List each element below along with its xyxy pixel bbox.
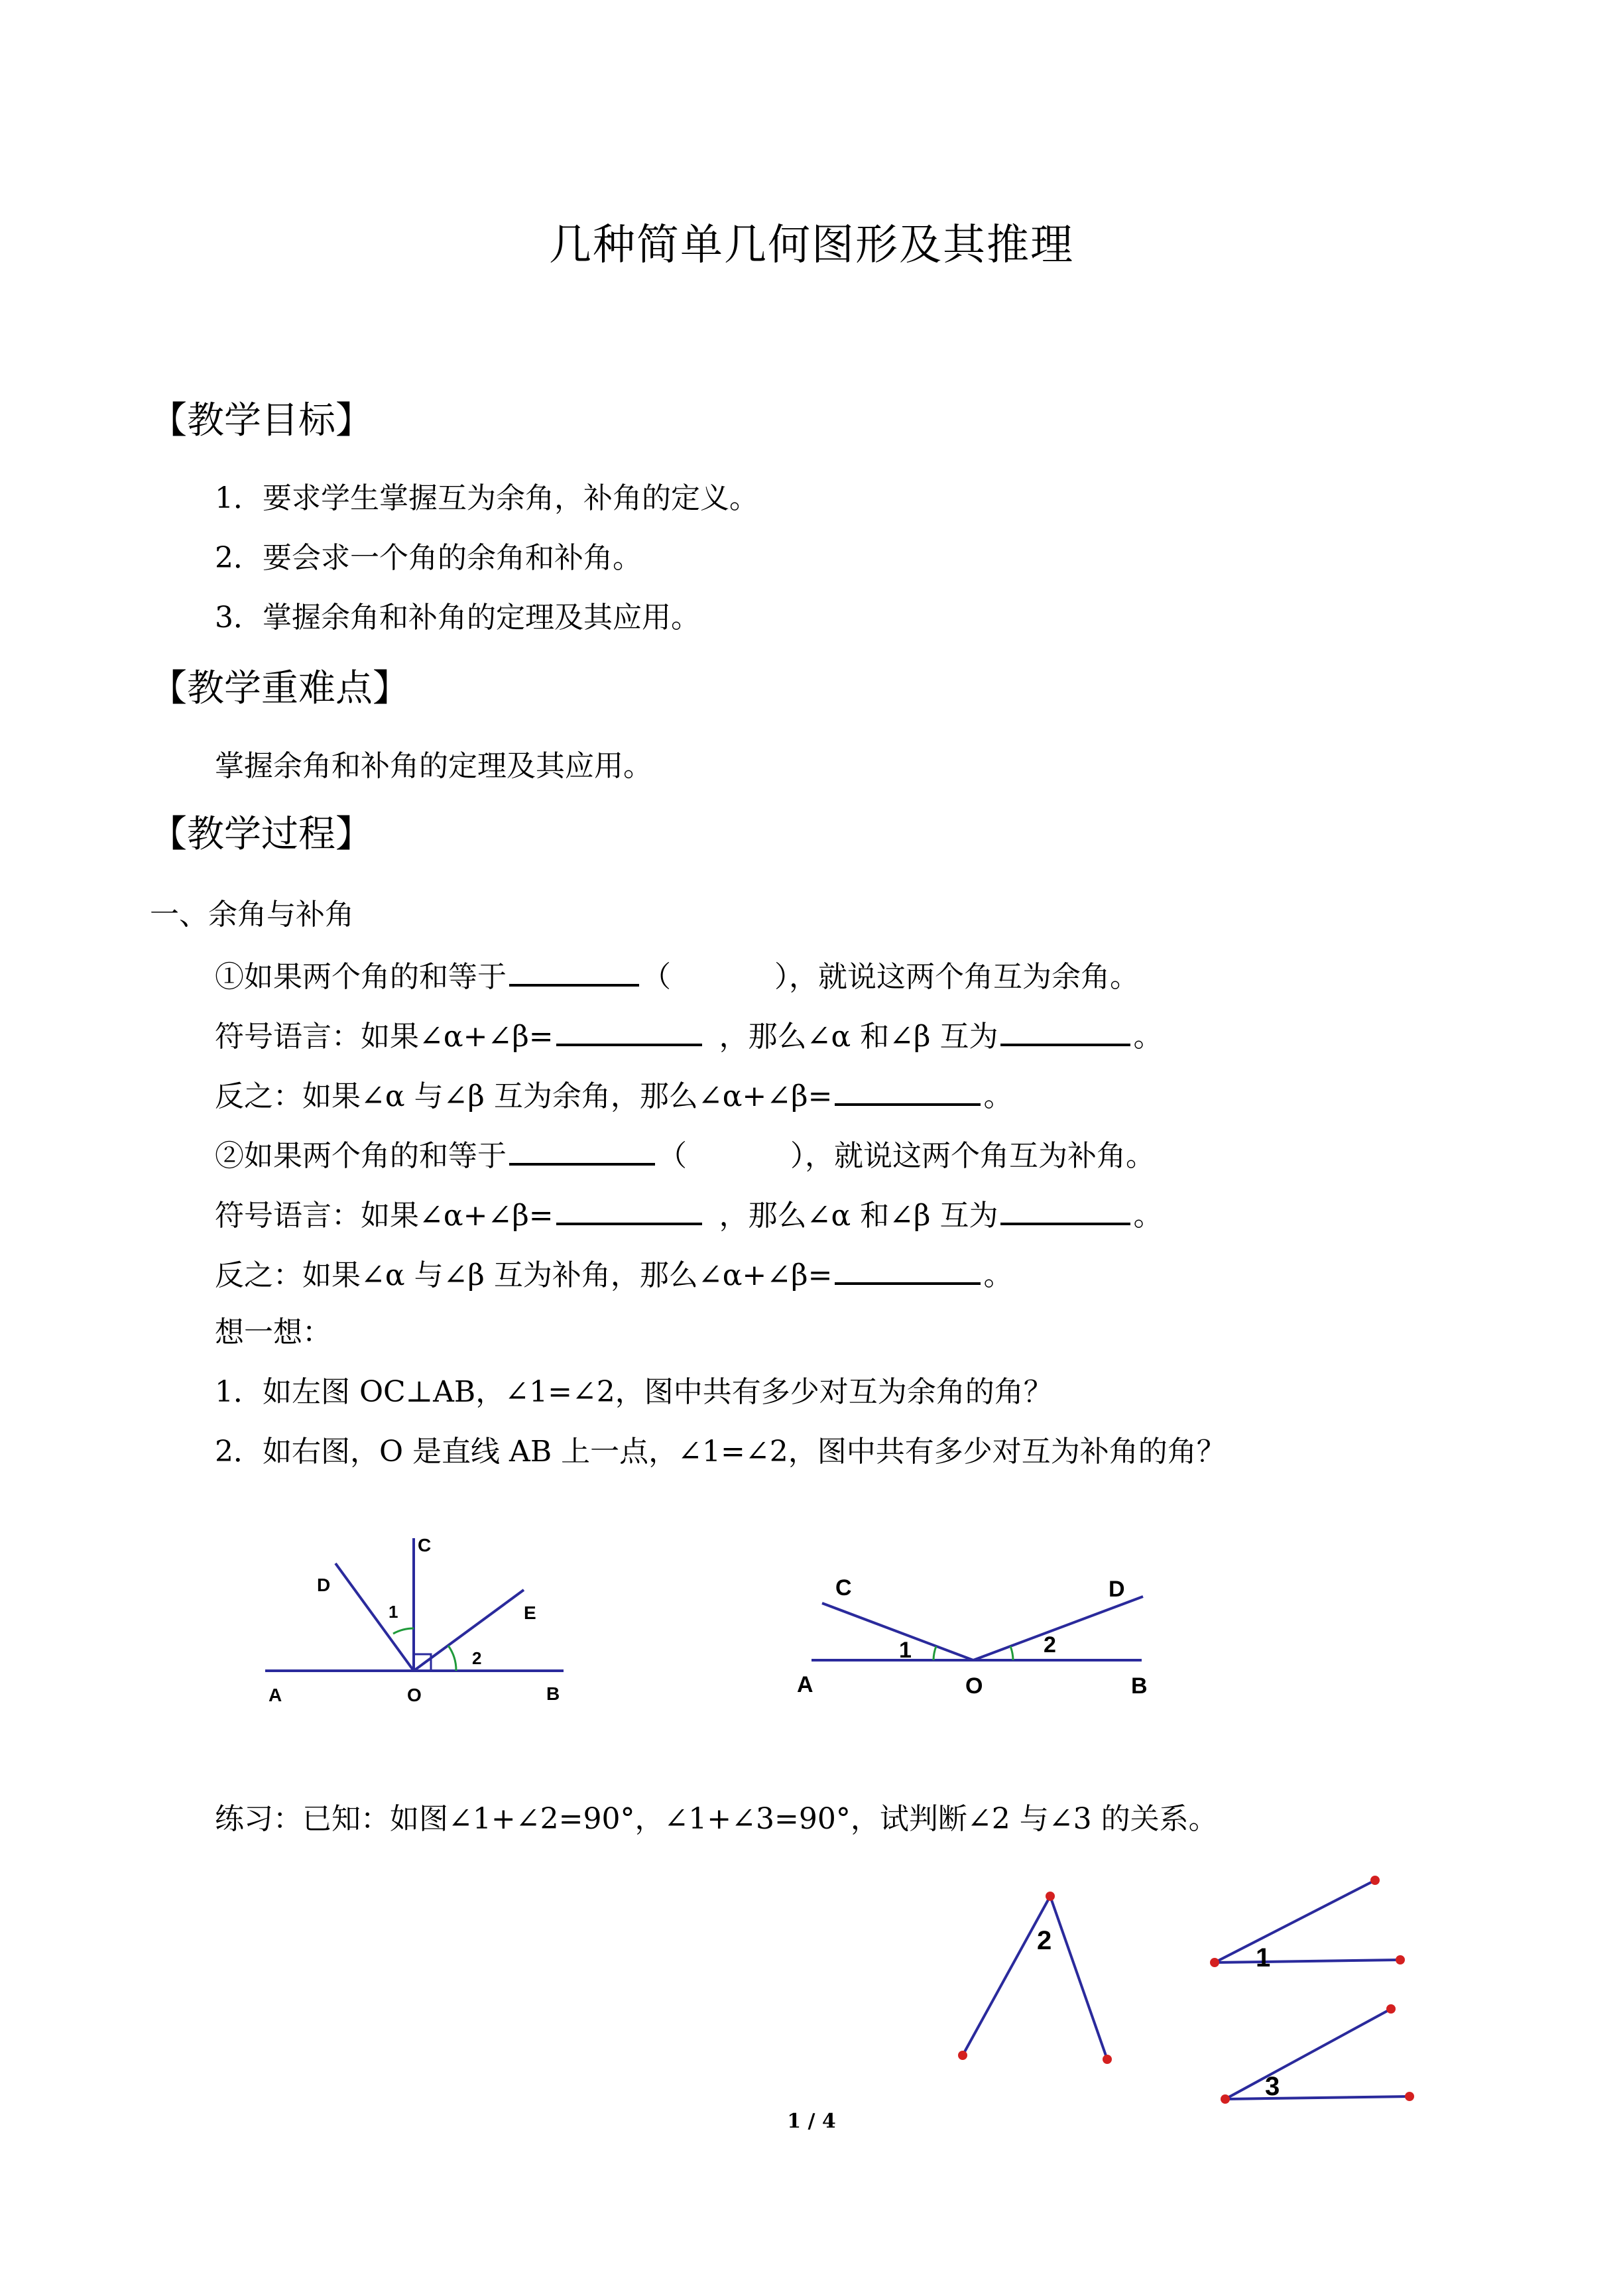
def1-text-b: （	[642, 960, 671, 994]
label-a: A	[269, 1685, 282, 1705]
conv1-text-b: 。	[983, 1079, 1013, 1113]
objective-item: 3．掌握余角和补角的定理及其应用。	[215, 601, 700, 634]
conv2-text-a: 反之：如果∠α 与∠β 互为补角，那么∠α+∠β=	[215, 1258, 833, 1292]
angle-1-arc	[393, 1628, 414, 1634]
exercise-figure-angle-2	[958, 1892, 1112, 2064]
point-dot	[1210, 1958, 1219, 1967]
think-heading: 想一想：	[215, 1315, 331, 1349]
point-dot	[1396, 1955, 1405, 1964]
label-b: B	[1131, 1673, 1148, 1699]
sym2-text-c: 。	[1133, 1199, 1163, 1233]
sym2-text-b: ，那么∠α 和∠β 互为	[719, 1199, 998, 1233]
def2-text-b: （	[658, 1139, 687, 1173]
label-b: B	[546, 1683, 560, 1704]
section-header-key-points: 【教学重难点】	[150, 667, 410, 710]
sym1-text-c: 。	[1133, 1020, 1163, 1054]
label-angle-2: 2	[1037, 1926, 1052, 1955]
sym1-text-a: 符号语言：如果∠α+∠β=	[215, 1020, 554, 1054]
label-o: O	[965, 1673, 983, 1699]
label-c: C	[418, 1535, 432, 1555]
page-number: 1 / 4	[787, 2110, 836, 2133]
angle-2-arc	[1010, 1646, 1013, 1660]
point-dot	[1370, 1876, 1380, 1885]
figure-right	[797, 1575, 1148, 1699]
exercise-figure-angle-3	[1221, 2004, 1414, 2104]
label-d: D	[317, 1575, 331, 1595]
ray-od	[335, 1563, 414, 1671]
sym2-text-a: 符号语言：如果∠α+∠β=	[215, 1199, 554, 1233]
label-d: D	[1109, 1577, 1125, 1602]
part1-heading: 一、余角与补角	[150, 898, 354, 932]
conv1-text-a: 反之：如果∠α 与∠β 互为余角，那么∠α+∠β=	[215, 1079, 833, 1113]
think-question-2: 2．如右图，O 是直线 AB 上一点，∠1=∠2，图中共有多少对互为补角的角？	[215, 1435, 1226, 1469]
point-dot	[958, 2051, 967, 2060]
sym1-text-b: ，那么∠α 和∠β 互为	[719, 1020, 998, 1054]
section-header-process: 【教学过程】	[150, 813, 373, 856]
point-dot	[1103, 2055, 1112, 2064]
label-a: A	[797, 1672, 813, 1697]
objective-item: 1．要求学生掌握互为余角，补角的定义。	[215, 481, 758, 515]
label-angle-2: 2	[472, 1648, 482, 1668]
angle-2-arc	[448, 1646, 456, 1671]
label-angle-3: 3	[1265, 2072, 1280, 2101]
section-header-objectives: 【教学目标】	[150, 399, 373, 442]
label-angle-1: 1	[1256, 1943, 1271, 1972]
point-dot	[1386, 2004, 1396, 2014]
def1-text-c: ），就说这两个角互为余角。	[774, 960, 1139, 994]
figure-left	[265, 1535, 564, 1705]
label-angle-2: 2	[1044, 1632, 1056, 1658]
exercise-figure-angle-1	[1210, 1876, 1405, 1972]
label-c: C	[835, 1575, 852, 1601]
point-dot	[1405, 2092, 1414, 2101]
label-e: E	[524, 1602, 536, 1623]
angle-1-arc	[933, 1646, 936, 1660]
ray-od	[973, 1597, 1143, 1660]
label-angle-1: 1	[389, 1602, 398, 1622]
point-dot	[1046, 1892, 1055, 1901]
conv2-text-b: 。	[983, 1258, 1013, 1292]
label-o: O	[407, 1685, 422, 1705]
ray-oc	[822, 1603, 973, 1660]
think-question-1: 1．如左图 OC⊥AB，∠1=∠2，图中共有多少对互为余角的角？	[215, 1375, 1053, 1409]
def2-text-c: ），就说这两个角互为补角。	[790, 1139, 1155, 1173]
exercise-text: 练习：已知：如图∠1+∠2=90°，∠1+∠3=90°，试判断∠2 与∠3 的关系。	[215, 1802, 1218, 1836]
def1-text-a: ①如果两个角的和等于	[215, 960, 507, 994]
label-angle-1: 1	[899, 1638, 912, 1663]
point-dot	[1221, 2094, 1230, 2104]
objective-item: 2．要会求一个角的余角和补角。	[215, 541, 642, 575]
key-points-text: 掌握余角和补角的定理及其应用。	[215, 749, 652, 783]
def2-text-a: ②如果两个角的和等于	[215, 1139, 507, 1173]
page-title: 几种简单几何图形及其推理	[549, 221, 1074, 270]
